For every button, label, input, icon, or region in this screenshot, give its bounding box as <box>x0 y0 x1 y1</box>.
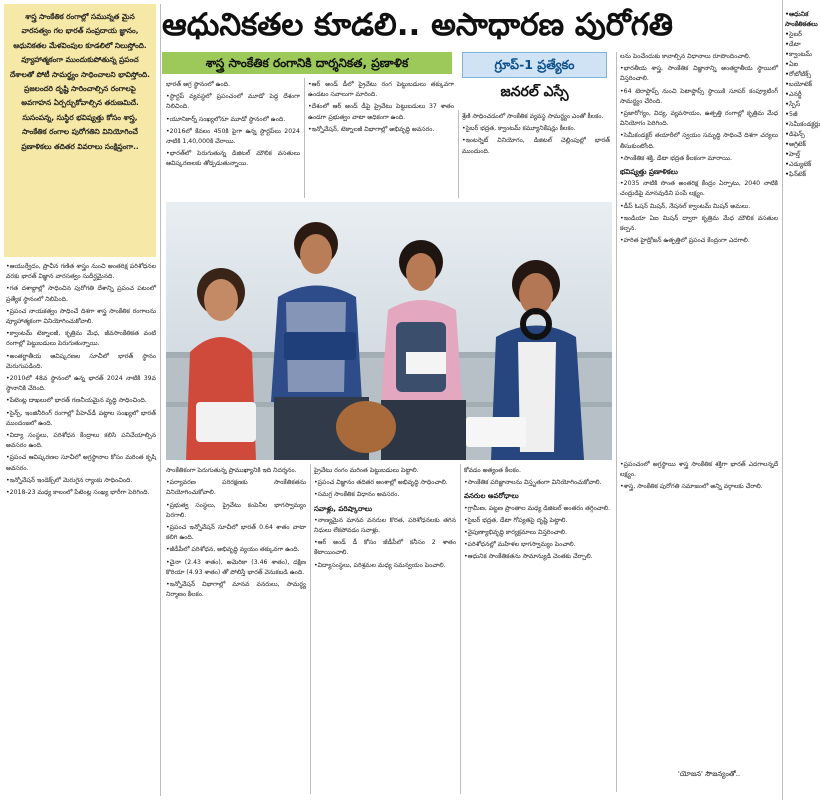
badge-text: గ్రూప్-1 ప్రత్యేకం <box>494 57 575 72</box>
col1-para: • ఇన్నోవేషన్ ఇండెక్స్‌లో మెరుగైన ర్యాంకు సాధించింది. <box>6 476 156 486</box>
bottom-col3-subhead: సవాళ్లు, పరిష్కారాలు <box>314 504 373 513</box>
bottom-col2-para: • ప్రభుత్వ సంస్థలు, ప్రైవేటు కంపెనీల భాగస్వామ్యం పెరగాలి. <box>166 501 306 521</box>
subhead-strip <box>162 52 452 74</box>
bottom-col4-para: • సైబర్ భద్రత, డేటా గోప్యతపై దృష్టి పెట్టాలి. <box>464 516 612 526</box>
students-illustration <box>166 202 612 460</box>
col5-para: • సాంకేతిక శక్తి, డేటా భద్రత కీలకంగా మారాయి. <box>620 154 778 164</box>
right-item: • సెమీకండక్టర్లు <box>785 120 800 130</box>
column-2-bottom <box>166 466 306 792</box>
right-item: • ఎడ్యుటెక్ <box>785 160 800 170</box>
bottom-col3-para: • విద్యాసంస్థలు, పరిశ్రమల మధ్య సమన్వయం పెంచాలి. <box>314 561 456 571</box>
col5-para: • 2035 నాటికి సొంత అంతరిక్ష కేంద్రం ఏర్పాటు, 2040 నాటికి చంద్రుడిపై మానవుడిని పంపే లక్ష్యం. <box>620 179 778 199</box>
bottom-col4-para: • నైపుణ్యాభివృద్ధి కార్యక్రమాలు విస్తరించాలి. <box>464 528 612 538</box>
col5-para: • ప్రపంచంలో అగ్రస్థాయి శాస్త్ర సాంకేతిక శక్తిగా భారత్ ఎదగాలన్నదే లక్ష్యం. <box>620 460 778 480</box>
col5-para: • హరిత హైడ్రోజన్ ఉత్పత్తిలో ప్రపంచ కేంద్రంగా ఎదగాలి. <box>620 236 778 246</box>
headline: ఆధునికతల కూడలి.. అసాధారణ పురోగతి <box>162 7 674 43</box>
right-item: • ఎనర్జీ <box>785 90 800 100</box>
bottom-col3-para: • ఆర్ అండ్ డీ కోసం జీడీపీలో కనీసం 2 శాతం కేటాయించాలి. <box>314 538 456 558</box>
bottom-col2-para: • ప్రపంచ ఇన్నోవేషన్ సూచీలో భారత్ 0.64 శాతం వాటా కలిగి ఉంది. <box>166 523 306 543</box>
bottom-col3-para: • ప్రపంచ విజ్ఞానం తదితర అంశాల్లో అభివృద్ధి సాధించాలి. <box>314 478 456 488</box>
bottom-col3-para: ప్రైవేటు రంగం మరింత పెట్టుబడులు పెట్టాలి. <box>314 467 419 474</box>
badge <box>462 52 607 78</box>
col1-para: • సైన్స్, ఇంజినీరింగ్ రంగాల్లో పీహెచ్‌డీ పట్టాల సంఖ్యలో భారత్ ముందంజలో ఉంది. <box>6 409 156 429</box>
right-item: • రోబోటిక్స్ <box>785 70 800 80</box>
bottom-col4-para: • పరిశోధనల్లో మహిళల భాగస్వామ్యం పెంచాలి. <box>464 540 612 550</box>
right-item: • బయోటెక్ <box>785 80 800 90</box>
bottom-col2-para: • చైనా (2.43 శాతం), అమెరికా (3.46 శాతం), దక్షిణ కొరియా (4.93 శాతం) తో పోలిస్తే భారత్ వెనుకబడి ఉంది. <box>166 558 306 578</box>
col1-para: • 2010లో 48వ స్థానంలో ఉన్న భారత్ 2024 నాటికి 39వ స్థానానికి చేరింది. <box>6 374 156 394</box>
col3-para: • ఇన్నోవేషన్, టెక్నాలజీ విభాగాల్లో అభివృద్ధి అవసరం. <box>308 125 454 135</box>
right-edge-column <box>785 10 820 790</box>
bottom-col2-para: సాంకేతికంగా పెరుగుతున్న ప్రాముఖ్యానికి ఇది నిదర్శనం. <box>166 467 297 474</box>
col5-para: • సెమీకండక్టర్ తయారీలో స్వయం సమృద్ధి సాధించే దిశగా చర్యలు తీసుకుంటోంది. <box>620 131 778 151</box>
right-item: • ఫిన్‌టెక్ <box>785 170 800 180</box>
right-item: • డేటా <box>785 40 800 50</box>
col1-para: • 2018-23 మధ్య కాలంలో పేటెంట్ల సంఖ్య భారీగా పెరిగింది. <box>6 488 156 498</box>
intro-box <box>4 4 156 257</box>
credit: 'యోజన' సౌజన్యంతో.. <box>677 770 741 778</box>
bottom-col2-para: • జీడీపీలో పరిశోధన, అభివృద్ధి వ్యయం తక్కువగా ఉంది. <box>166 545 306 555</box>
column-2-top <box>166 80 300 196</box>
subhead: శాస్త్ర సాంకేతిక రంగానికి దార్శనికత, ప్రణాళిక <box>205 56 409 70</box>
col3-para: • ఆర్ అండ్ డీలో ప్రైవేటు రంగ పెట్టుబడులు తక్కువగా ఉండటం సవాలుగా మారింది. <box>308 80 454 100</box>
bottom-col3-para: • సమగ్ర సాంకేతిక విధానం అవసరం. <box>314 490 456 500</box>
col1-para: • పేటెంట్ల దాఖలులో భారత్ గణనీయమైన వృద్ధి సాధించింది. <box>6 396 156 406</box>
col1-para: • క్వాంటమ్ టెక్నాలజీ, కృత్రిమ మేధ, జీవసాంకేతికత వంటి రంగాల్లో పెట్టుబడులు పెరుగుతున్నాయి. <box>6 329 156 349</box>
right-item: • సైబర్ <box>785 30 800 40</box>
column-5 <box>620 52 778 456</box>
right-heading: • ఆధునిక సాంకేతికతలు <box>785 10 800 30</box>
intro-text: శాస్త్ర సాంకేతిక రంగాల్లో సమున్నత మైన వారసత్వం గల భారత్ సంప్రదాయ జ్ఞానం, ఆధునికతల మేళవింపుల కూడలిలో నిలుస్తోంది. వ్యూహాత్మకంగా ముందుకుపోతున్న ప్రపంచ దేశాలతో పోటీ సామర్థ్యం సాధించాలని భావిస్తోంది. ప్రజలందరి దృష్టి సారించాల్సిన రంగాలపై అవగాహన ఏర్పర్చుకోవాల్సిన తరుణమిదే. సుసంపన్న, సుస్థిర భవిష్యత్తు కోసం శాస్త్ర, సాంకేతిక రంగాల పురోగతిని వినియోగించే ప్రణాళికలు తదితర వివరాలు సంక్షిప్తంగా.. <box>10 12 150 151</box>
col1-para: • ప్రపంచ ఆవిష్కరణల సూచీలో అగ్రస్థానాల కోసం మరింత కృషి అవసరం. <box>6 453 156 473</box>
col5-para: • ఇండియా ఏఐ మిషన్ ద్వారా కృత్రిమ మేధ మౌలిక వసతుల కల్పన. <box>620 214 778 234</box>
right-item: • హెల్త్ <box>785 150 800 160</box>
col1-para: • ప్రపంచ నాయకత్వం సాధించే దిశగా శాస్త్ర సాంకేతిక రంగాలను వ్యూహాత్మకంగా వినియోగించుకోవాలి. <box>6 307 156 327</box>
column-3-top <box>308 80 454 196</box>
column-1 <box>6 262 156 792</box>
bottom-col4-subhead: వనరుల అవరోధాలు <box>464 492 519 501</box>
col1-para: • ఆయుర్వేదం, ప్రాచీన గణిత శాస్త్రం నుంచి అంతరిక్ష పరిశోధనల వరకు భారత్ విజ్ఞాన వారసత్వం సుదీర్ఘమైనది. <box>6 262 156 282</box>
col5-para: • ప్రజారోగ్యం, విద్య, వ్యవసాయం, ఉత్పత్తి రంగాల్లో కృత్రిమ మేధ వినియోగం పెరిగింది. <box>620 109 778 129</box>
col2-para: భారత్ అగ్ర స్థానంలో ఉంది. <box>166 81 231 88</box>
bottom-col3-para: • నాణ్యమైన మానవ వనరుల కొరత, పరిశోధనలకు తగిన నిధులు లేకపోవడం సవాళ్లు. <box>314 516 456 536</box>
column-3-bottom <box>314 466 456 792</box>
col4-para: • సైబర్ భద్రత, క్వాంటమ్ కమ్యూనికేషన్లు కీలకం. <box>462 124 610 134</box>
col2-para: • 2016లో కేవలం 450కి పైగా ఉన్న స్టార్టప్‌లు 2024 నాటికి 1,40,000కి చేరాయి. <box>166 127 300 147</box>
right-item: • డిఫెన్స్ <box>785 130 800 140</box>
col1-para: • విద్యా సంస్థలు, పరిశోధన కేంద్రాలు కలిసి పనిచేయాల్సిన అవసరం ఉంది. <box>6 431 156 451</box>
col1-para: • అంతర్జాతీయ ఆవిష్కరణల సూచీలో భారత్ స్థానం మెరుగుపడింది. <box>6 352 156 372</box>
bottom-col4-para: • ఆధునిక సాంకేతికతను సామాన్యుడి చెంతకు చేర్చాలి. <box>464 552 612 562</box>
col4-para: • ఇంటర్నెట్ వినియోగం, డిజిటల్ చెల్లింపుల్లో భారత్ ముందుంది. <box>462 136 610 156</box>
right-item: • ఏఐ <box>785 60 800 70</box>
right-item: • 5జీ <box>785 110 800 120</box>
students-photo <box>166 202 612 460</box>
bottom-col4-para: • సాంకేతిక పరిజ్ఞానాలను విస్తృతంగా వినియోగించుకోవాలి. <box>464 478 612 488</box>
right-item: • స్పేస్ <box>785 100 800 110</box>
bottom-col4-para: కోవడం అత్యంత కీలకం. <box>464 467 521 474</box>
col5-para: • శాస్త్ర, సాంకేతిక పురోగతి సమాజంలో అన్ని వర్గాలకు చేరాలి. <box>620 482 778 492</box>
column-4-top <box>462 112 610 198</box>
col5-para: లను పెంచేందుకు కావాల్సిన విధానాలు రూపొందించాలి. <box>620 53 751 60</box>
col5-para: • భారతీయ శాస్త్ర, సాంకేతిక విజ్ఞానాన్ని అంతర్జాతీయ స్థాయిలో విస్తరించాలి. <box>620 64 778 84</box>
section-label: జనరల్ ఎస్సే <box>500 84 569 100</box>
col1-para: • గత దశాబ్దాల్లో సాధించిన పురోగతి దేశాన్ని ప్రపంచ పటంలో ప్రత్యేక స్థానంలో నిలిపింది. <box>6 284 156 304</box>
col5-subhead: భవిష్యత్తు ప్రణాళికలు <box>620 168 678 177</box>
col4-para: శ్రేణి సాధించడంలో సాంకేతిక వ్యవస్థ సామర్థ్యం ఎంతో కీలకం. <box>462 113 604 120</box>
col2-para: • భారత్‌లో పెరుగుతున్న డిజిటల్ మౌలిక వసతులు ఆవిష్కరణలకు తోడ్పడుతున్నాయి. <box>166 149 300 169</box>
bottom-col2-para: • పర్యావరణ పరిరక్షణకు సాంకేతికతను వినియోగించుకోవాలి. <box>166 478 306 498</box>
col2-para: • యూనికార్న్ సంఖ్యలోనూ మూడో స్థానంలో ఉంది. <box>166 115 300 125</box>
col5-para: • డీప్ ఓషన్ మిషన్, నేషనల్ క్వాంటమ్ మిషన్ అమలు. <box>620 202 778 212</box>
col2-para: • స్టార్టప్ వ్యవస్థలో ప్రపంచంలో మూడో పెద్ద దేశంగా నిలిచింది. <box>166 92 300 112</box>
right-item: • క్వాంటమ్ <box>785 50 800 60</box>
right-item: • అగ్రిటెక్ <box>785 140 800 150</box>
column-4-bottom <box>464 466 612 792</box>
bottom-col2-para: • ఇన్నోవేషన్ విభాగాల్లో మానవ వనరులు, సామర్థ్య నిర్మాణం కీలకం. <box>166 580 306 600</box>
col3-para: • దేశంలో ఆర్ అండ్ డీపై ప్రైవేటు పెట్టుబడులు 37 శాతం ఉండగా ప్రభుత్వం వాటా అధికంగా ఉంది. <box>308 102 454 122</box>
column-5-bottom <box>620 460 778 762</box>
col5-para: • 64 టెరాఫ్లాప్స్ నుంచి పెటాఫ్లాప్స్ స్థాయికి సూపర్ కంప్యూటింగ్ సామర్థ్యం చేరింది. <box>620 87 778 107</box>
bottom-col4-para: • గ్రామీణ, పట్టణ ప్రాంతాల మధ్య డిజిటల్ అంతరం తగ్గించాలి. <box>464 504 612 514</box>
